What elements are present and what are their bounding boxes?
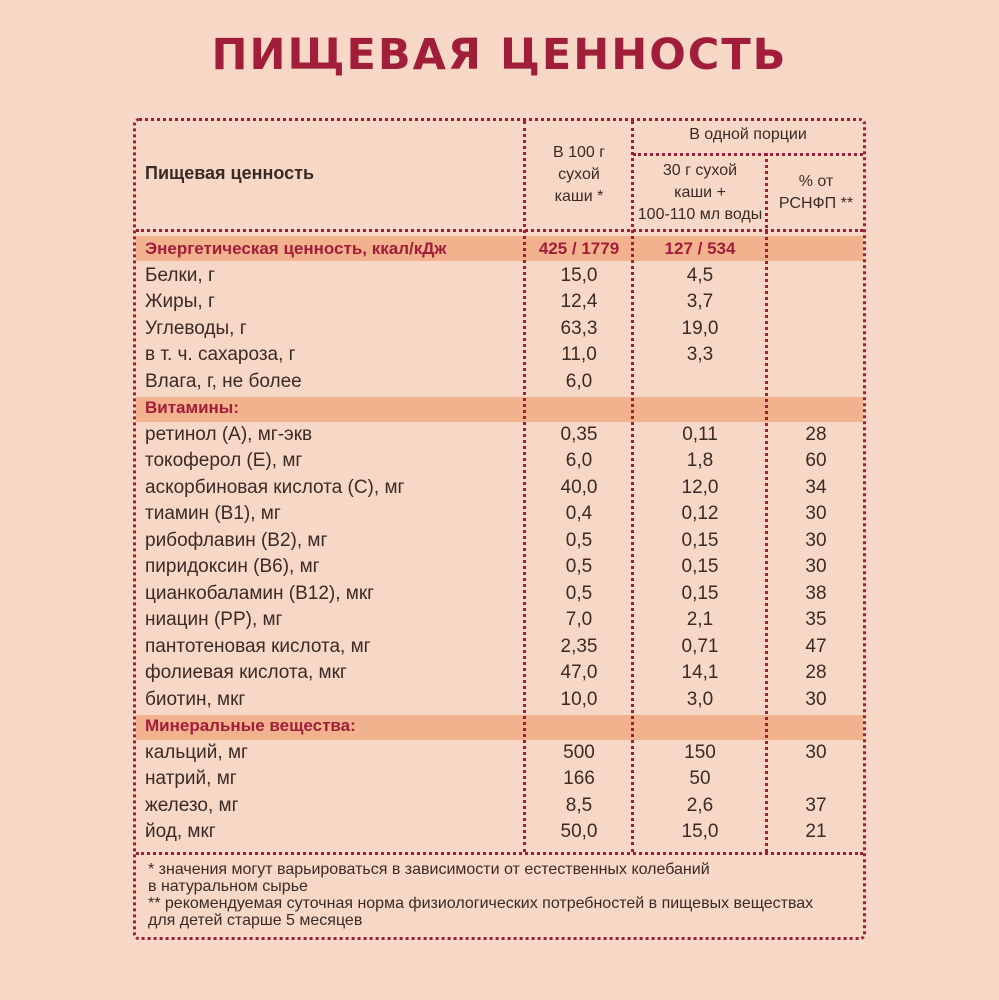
value-rsnfp-percent: 38 (805, 582, 827, 604)
row-name: биотин, мкг (145, 688, 246, 710)
row-name: в т. ч. сахароза, г (145, 344, 296, 365)
value-per-portion: 14,1 (681, 662, 719, 683)
value-per-100g: 8,5 (565, 794, 593, 816)
table-row (0, 395, 999, 421)
row-name: Витамины: (145, 398, 239, 417)
value-per-portion: 0,12 (681, 503, 719, 524)
value-per-portion: 3,7 (686, 291, 714, 312)
value-per-100g: 6,0 (565, 450, 593, 471)
value-per-portion: 50 (689, 768, 711, 789)
value-per-100g: 40,0 (560, 476, 598, 498)
value-per-100g: 63,3 (560, 317, 598, 339)
footnotes (148, 861, 813, 929)
row-name: железо, мг (145, 794, 239, 816)
footnote-line: ** рекомендуемая суточная норма физиологических потребностей в пищевых веществах (148, 895, 814, 912)
value-rsnfp-percent: 34 (805, 476, 827, 498)
header-per-portion: В одной порции (689, 126, 807, 143)
table-row (0, 607, 999, 633)
value-per-100g: 0,5 (565, 556, 593, 577)
value-per-100g: 500 (563, 741, 595, 763)
table-row (0, 501, 999, 527)
row-name: Жиры, г (145, 291, 215, 312)
footnote-line: для детей старше 5 месяцев (148, 912, 363, 929)
value-per-portion: 12,0 (681, 476, 719, 498)
row-name: ретинол (А), мг-экв (145, 423, 313, 445)
table-row (0, 581, 999, 607)
page-title: ПИЩЕВАЯ ЦЕННОСТЬ (211, 30, 788, 80)
table-row (0, 740, 999, 766)
row-name: рибофлавин (В2), мг (145, 529, 328, 551)
table-row (0, 766, 999, 792)
table-row (0, 236, 999, 262)
value-rsnfp-percent: 30 (805, 741, 827, 763)
row-name: кальций, мг (145, 741, 248, 763)
value-per-portion: 1,8 (686, 450, 714, 471)
table-row (0, 475, 999, 501)
row-name: Минеральные вещества: (145, 716, 356, 735)
header-30g-portion: 30 г сухой каши + 100-110 мл воды (637, 162, 763, 223)
value-per-portion: 0,15 (681, 582, 719, 604)
value-per-portion: 0,15 (681, 556, 719, 577)
footnote-line: * значения могут варьироваться в зависимости от естественных колебаний (148, 861, 710, 878)
table-row (0, 713, 999, 739)
row-name: Энергетическая ценность, ккал/кДж (145, 239, 447, 258)
value-per-100g: 166 (563, 768, 595, 789)
value-rsnfp-percent: 30 (805, 556, 827, 577)
value-per-100g: 12,4 (560, 291, 598, 312)
table-row (0, 528, 999, 554)
value-per-portion: 4,5 (686, 264, 714, 286)
header-per-100g: В 100 г сухой каши * (552, 144, 606, 205)
table-row (0, 554, 999, 580)
table-row (0, 263, 999, 289)
value-per-100g: 50,0 (560, 821, 598, 842)
value-per-portion: 150 (684, 741, 716, 763)
table-row (0, 316, 999, 342)
value-rsnfp-percent: 21 (805, 821, 827, 842)
notes-divider (136, 852, 863, 855)
table-row (0, 289, 999, 315)
row-name: натрий, мг (145, 768, 237, 789)
value-rsnfp-percent: 47 (805, 635, 827, 657)
value-rsnfp-percent: 28 (805, 662, 827, 683)
row-name: ниацин (РР), мг (145, 609, 283, 630)
value-rsnfp-percent: 60 (805, 450, 827, 471)
row-name: токоферол (Е), мг (145, 450, 303, 471)
value-per-100g: 15,0 (560, 264, 598, 286)
value-per-100g: 6,0 (565, 370, 593, 392)
row-name: пиридоксин (В6), мг (145, 556, 320, 577)
footnote-line: в натуральном сырье (148, 878, 308, 895)
value-per-portion: 127 / 534 (664, 239, 736, 258)
value-per-100g: 7,0 (565, 609, 593, 630)
row-name: тиамин (В1), мг (145, 503, 281, 524)
value-per-100g: 0,5 (565, 582, 593, 604)
row-name: Белки, г (145, 264, 215, 286)
table-row (0, 687, 999, 713)
value-per-100g: 425 / 1779 (538, 239, 620, 258)
table-row (0, 634, 999, 660)
value-per-100g: 10,0 (560, 688, 598, 710)
value-per-portion: 3,0 (686, 688, 714, 710)
value-rsnfp-percent: 30 (805, 688, 827, 710)
row-name: йод, мкг (145, 821, 216, 842)
header-divider (136, 229, 863, 232)
value-per-portion: 3,3 (686, 344, 714, 365)
value-per-100g: 0,5 (565, 529, 593, 551)
value-per-100g: 0,4 (565, 503, 593, 524)
table-row (0, 342, 999, 368)
value-per-portion: 0,11 (682, 423, 718, 445)
row-name: фолиевая кислота, мкг (145, 662, 347, 683)
value-per-100g: 47,0 (560, 662, 598, 683)
value-per-100g: 2,35 (560, 635, 598, 657)
table-row (0, 793, 999, 819)
value-per-portion: 2,1 (686, 609, 714, 630)
header-rsnfp-percent: % от РСНФП ** (778, 173, 854, 212)
value-rsnfp-percent: 37 (805, 794, 827, 816)
value-per-portion: 0,71 (681, 635, 719, 657)
value-per-portion: 2,6 (686, 794, 714, 816)
row-name: пантотеновая кислота, мг (145, 635, 371, 657)
value-rsnfp-percent: 28 (805, 423, 827, 445)
table-row (0, 422, 999, 448)
value-rsnfp-percent: 30 (805, 529, 827, 551)
value-rsnfp-percent: 30 (805, 503, 827, 524)
value-per-100g: 11,0 (561, 344, 597, 365)
table-row (0, 819, 999, 845)
value-per-portion: 15,0 (681, 821, 719, 842)
value-per-portion: 19,0 (681, 317, 719, 339)
row-name: Углеводы, г (145, 317, 247, 339)
subheader-divider (633, 153, 863, 156)
row-name: Влага, г, не более (145, 370, 302, 392)
value-per-portion: 0,15 (681, 529, 719, 551)
table-row (0, 369, 999, 395)
table-row (0, 660, 999, 686)
row-name: цианкобаламин (В12), мкг (145, 582, 375, 604)
row-name: аскорбиновая кислота (С), мг (145, 476, 405, 498)
value-rsnfp-percent: 35 (805, 609, 827, 630)
table-row (0, 448, 999, 474)
value-per-100g: 0,35 (560, 423, 598, 445)
header-nutrition-value: Пищевая ценность (145, 163, 315, 183)
